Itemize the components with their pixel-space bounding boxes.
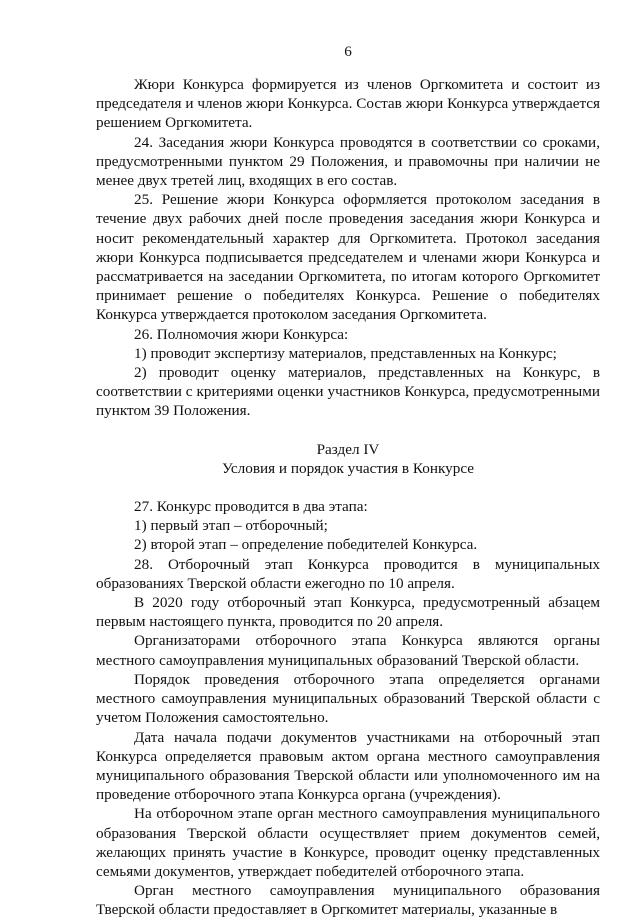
document-body <box>96 75 600 920</box>
paragraph: В 2020 году отборочный этап Конкурса, предусмотренный абзацем первым настоящего пункта, проводится по 20 апреля. <box>96 594 600 631</box>
section-title: Условия и порядок участия в Конкурсе <box>222 459 474 477</box>
paragraph: На отборочном этапе орган местного самоуправления муниципального образования Тверской области осуществляет прием документов семей, желающих принять участие в Конкурсе, проводит оценку представленных семьями документов, утверждает победителей отборочного этапа. <box>96 805 600 880</box>
paragraph: 25. Решение жюри Конкурса оформляется протоколом заседания в течение двух рабочих дней после проведения заседания жюри Конкурса и носит рекомендательный характер для Оргкомитета. Протокол заседания жюри Конкурса подписывается председателем и членами жюри Конкурса и рассматривается на заседании Оргкомитета, по итогам которого Оргкомитет принимает решение о победителях Конкурса. Решение о победителях Конкурса утверждается протоколом заседания Оргкомитета. <box>96 191 600 324</box>
paragraph: 28. Отборочный этап Конкурса проводится в муниципальных образованиях Тверской области ежегодно по 10 апреля. <box>96 555 600 592</box>
paragraph: Жюри Конкурса формируется из членов Оргкомитета и состоит из председателя и членов жюри Конкурса. Состав жюри Конкурса утверждается решением Оргкомитета. <box>96 76 600 132</box>
section-heading: Раздел IV <box>316 440 380 458</box>
paragraph: 2) проводит оценку материалов, представленных на Конкурс, в соответствии с критериями оценки участников Конкурса, предусмотренными пунктом 39 Положения. <box>96 364 600 420</box>
paragraph: 2) второй этап – определение победителей Конкурса. <box>134 536 478 554</box>
paragraphs-after-section <box>96 497 600 919</box>
paragraph: Организаторами отборочного этапа Конкурса являются органы местного самоуправления муниципальных образований Тверской области. <box>96 632 600 669</box>
paragraph: 26. Полномочия жюри Конкурса: <box>134 325 349 343</box>
page-number: 6 <box>344 43 352 60</box>
paragraphs-before-section <box>96 75 600 421</box>
paragraph: 27. Конкурс проводится в два этапа: <box>134 498 368 516</box>
paragraph: 1) проводит экспертизу материалов, представленных на Конкурс; <box>134 344 557 362</box>
paragraph: Порядок проведения отборочного этапа определяется органами местного самоуправления муниципальных образований Тверской области с учетом Положения самостоятельно. <box>96 670 600 727</box>
paragraph: Орган местного самоуправления муниципального образования Тверской области предоставляет в Оргкомитет материалы, указанные в <box>96 882 600 919</box>
paragraph: 24. Заседания жюри Конкурса проводятся в соответствии со сроками, предусмотренными пунктом 29 Положения, и правомочны при наличии не менее двух третей лиц, входящих в его состав. <box>96 133 600 190</box>
paragraph: Дата начала подачи документов участниками на отборочный этап Конкурса определяется правовым актом органа местного самоуправления муниципального образования Тверской области или уполномоченного им на проведение отборочного этапа Конкурса органа (учреждения). <box>96 728 600 804</box>
paragraph: 1) первый этап – отборочный; <box>134 517 328 535</box>
